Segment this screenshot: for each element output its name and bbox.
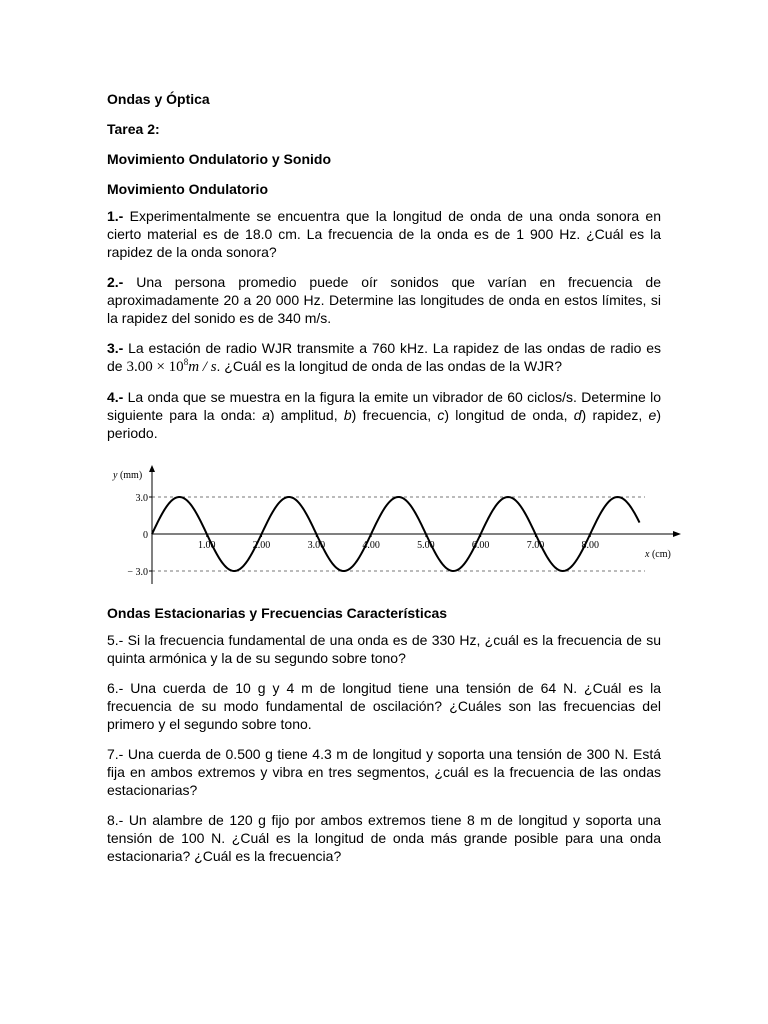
item-e-text: ) periodo. bbox=[107, 407, 662, 441]
problem-6: 6.- Una cuerda de 10 g y 4 m de longitud tiene una tensión de 64 N. ¿Cuál es la frecuencia de su modo fundamental de oscilación? ¿Cuáles son las frecuencias del primero y el segundo sobre tono. bbox=[107, 680, 661, 732]
item-c-text: ) longitud de onda, bbox=[444, 407, 574, 423]
problem-7: 7.- Una cuerda de 0.500 g tiene 4.3 m de longitud y soporta una tensión de 300 N. Está fija en ambos extremos y vibra en tres segmentos, ¿cuál es la frecuencia de las ondas estacionarias? bbox=[107, 746, 661, 798]
doc-subtitle: Movimiento Ondulatorio y Sonido bbox=[107, 151, 331, 167]
x-tick-label: 2.00 bbox=[252, 540, 271, 551]
speed-of-light-formula bbox=[126, 359, 216, 375]
y-tick-label: 3.0 bbox=[135, 493, 148, 504]
item-e: e bbox=[648, 407, 657, 423]
problem-3-text-b: . ¿Cuál es la longitud de onda de las ondas de la WJR? bbox=[216, 358, 563, 374]
formula-unit: m / s bbox=[188, 359, 217, 375]
x-axis-var: x bbox=[645, 549, 650, 560]
y-axis-var: y bbox=[113, 470, 118, 481]
x-tick-label: 6.00 bbox=[471, 540, 490, 551]
item-b: b bbox=[343, 407, 352, 423]
y-axis-label bbox=[112, 470, 142, 481]
x-tick-label: 1.00 bbox=[198, 540, 216, 551]
x-axis-label bbox=[644, 549, 671, 560]
problem-1-number: 1.- bbox=[107, 208, 124, 224]
x-axis-unit: (cm) bbox=[649, 549, 671, 560]
problem-1-text: Experimentalmente se encuentra que la longitud de onda de una onda sonora en cierto material es de 18.0 cm. La frecuencia de la onda es de 1 900 Hz. ¿Cuál es la rapidez de la onda sonora? bbox=[107, 208, 661, 260]
problem-1 bbox=[107, 207, 661, 261]
x-axis-arrow bbox=[673, 531, 681, 537]
y-axis-arrow bbox=[149, 465, 155, 472]
y-tick-label: − 3.0 bbox=[127, 567, 148, 578]
doc-title: Ondas y Óptica bbox=[107, 91, 210, 107]
wave-figure bbox=[105, 460, 685, 590]
problem-4-text: La onda que se muestra en la figura la emite un vibrador de 60 ciclos/s. Determine lo siguiente para la onda: bbox=[107, 389, 661, 423]
item-a-text: ) amplitud, bbox=[269, 407, 344, 423]
x-tick-label: 5.00 bbox=[417, 540, 435, 551]
problem-2-number: 2.- bbox=[107, 274, 124, 290]
formula-base: 3.00 × 10 bbox=[126, 359, 184, 375]
problem-3-text-a: La estación de radio WJR transmite a 760 kHz. La rapidez de las ondas de radio es de bbox=[107, 340, 661, 374]
problem-8: 8.- Un alambre de 120 g fijo por ambos extremos tiene 8 m de longitud y soporta una tensión de 100 N. ¿Cuál es la longitud de onda más grande posible para una onda estacionaria? ¿Cuál es la frecuencia? bbox=[107, 812, 661, 864]
section-heading-ondulatorio: Movimiento Ondulatorio bbox=[107, 181, 268, 197]
x-tick-label: 8.00 bbox=[581, 540, 599, 551]
problem-2-text: Una persona promedio puede oír sonidos que varían en frecuencia de aproximadamente 20 a 20 000 Hz. Determine las longitudes de onda en estos límites, si la rapidez del sonido es de 340 m/s. bbox=[107, 274, 661, 326]
item-c: c bbox=[437, 407, 445, 423]
x-tick-label: 3.00 bbox=[307, 540, 326, 551]
x-tick-label: 4.00 bbox=[362, 540, 380, 551]
item-d: d bbox=[573, 407, 582, 423]
formula-exponent: 8 bbox=[183, 357, 189, 367]
y-axis-unit: (mm) bbox=[117, 470, 143, 481]
wave-chart bbox=[105, 460, 685, 590]
item-b-text: ) frecuencia, bbox=[351, 407, 438, 423]
problem-5: 5.- Si la frecuencia fundamental de una onda es de 330 Hz, ¿cuál es la frecuencia de su quinta armónica y la de su segundo sobre tono? bbox=[107, 632, 661, 666]
problem-3 bbox=[107, 339, 661, 376]
doc-assignment: Tarea 2: bbox=[107, 121, 160, 137]
problem-3-number: 3.- bbox=[107, 340, 124, 356]
problem-4 bbox=[107, 388, 661, 442]
problem-2 bbox=[107, 273, 661, 327]
x-tick-label: 7.00 bbox=[526, 540, 545, 551]
section-heading-estacionarias: Ondas Estacionarias y Frecuencias Características bbox=[107, 605, 448, 621]
problem-4-number: 4.- bbox=[107, 389, 124, 405]
y-tick-label: 0 bbox=[143, 530, 148, 541]
item-a: a bbox=[262, 407, 270, 423]
item-d-text: ) rapidez, bbox=[581, 407, 649, 423]
